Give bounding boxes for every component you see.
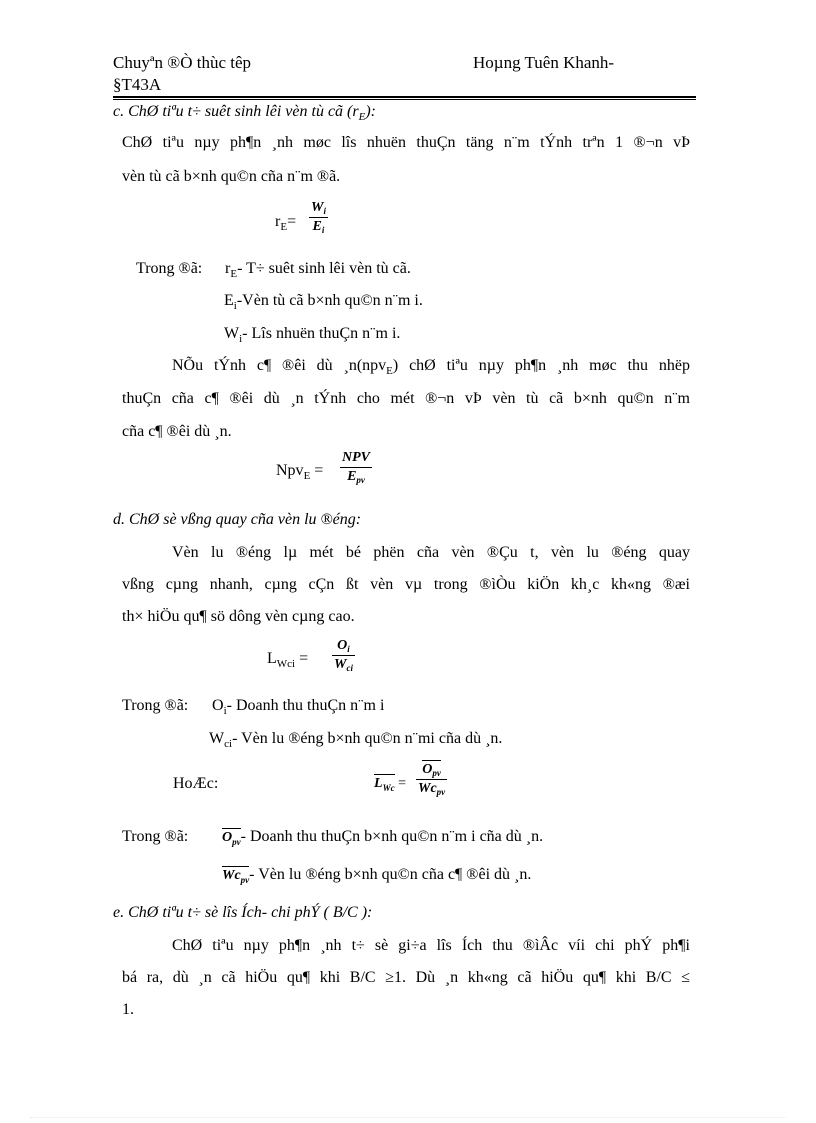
section-c-heading: c. ChØ tiªu t÷ suêt sinh lêi vèn tù cã $(r_E)$: bbox=[113, 103, 376, 123]
section-d-def2: $W_{ci}-$ Vèn lu ®éng b×nh qu©n n¨mi cña dù ¸n. bbox=[209, 730, 503, 750]
section-d-def1: $O_i-$ Doanh thu thuÇn n¨m i bbox=[212, 697, 385, 717]
section-c-def1: $r_E-$ T÷ suêt sinh lêi vèn tù cã. bbox=[225, 260, 411, 280]
formula-lwc-fraction: $O_{pv}$ $Wc_{pv}$ bbox=[418, 762, 446, 797]
section-e-p1-line3: 1. bbox=[122, 1001, 134, 1018]
formula-npv-lhs: Npv$_E$ = bbox=[276, 462, 324, 482]
section-d-p1-line3: th× hiÖu qu¶ sö dông vèn cµng cao. bbox=[122, 608, 355, 625]
formula-lwc-lhs: $L_{Wc}$ = bbox=[374, 776, 406, 793]
page-bottom-edge bbox=[30, 1117, 786, 1118]
section-e-heading: e. ChØ tiªu t÷ sè lîs Ích- chi phÝ ( B/C ): bbox=[113, 904, 373, 921]
section-d-p1-line1: Vèn lu ®éng lµ mét bé phën cña vèn ®Çu t, vèn lu ®éng quay bbox=[172, 544, 690, 561]
section-c-def-intro: Trong ®ã: bbox=[136, 260, 203, 277]
formula-npv-fraction: NPV $E_{pv}$ bbox=[342, 450, 370, 485]
section-c-def2: $E_i$-Vèn tù cã b×nh qu©n n¨m i. bbox=[224, 292, 423, 312]
formula-re-fraction: $W_i$ $E_i$ bbox=[311, 200, 326, 235]
section-d-def4: $Wc_{pv}-$ Vèn lu ®éng b×nh qu©n cña c¶ ®êi dù ¸n. bbox=[222, 866, 532, 885]
section-d-def3: $O_{pv}-$ Doanh thu thuÇn b×nh qu©n n¨m i cña dù ¸n. bbox=[222, 828, 544, 847]
header-left-line1: Chuyªn ®Ò thùc têp bbox=[113, 53, 252, 72]
section-c-p2-line3: cña c¶ ®êi dù ¸n. bbox=[122, 423, 232, 440]
section-d-def3-intro: Trong ®ã: bbox=[122, 828, 189, 845]
section-e-p1-line2: bá ra, dù ¸n cã hiÖu qu¶ khi B/C ≥1. Dù ¸n kh«ng cã hiÖu qu¶ khi B/C ≤ bbox=[122, 969, 690, 986]
section-d-hoac: HoÆc: bbox=[173, 775, 219, 792]
section-d-p1-line2: vßng cµng nhanh, cµng cÇn ßt vèn vµ trong ®ìÒu kiÖn kh¸c kh«ng ®æi bbox=[122, 576, 690, 593]
formula-lw-fraction: $O_i$ $W_{ci}$ bbox=[334, 638, 353, 673]
header-rule-thin bbox=[113, 99, 696, 100]
section-c-def3: $W_i-$ Lîs nhuën thuÇn n¨m i. bbox=[224, 325, 401, 345]
section-c-p1-line1: ChØ tiªu nµy ph¶n ¸nh møc lîs nhuën thuÇn täng n¨m tÝnh trªn 1 ®¬n vÞ bbox=[122, 134, 690, 151]
section-d-def-intro: Trong ®ã: bbox=[122, 697, 189, 714]
section-c-p2-line2: thuÇn cña c¶ ®êi dù ¸n tÝnh cho mét ®¬n vÞ vèn tù cã b×nh qu©n n¨m bbox=[122, 390, 690, 407]
section-d-heading: d. ChØ sè vßng quay cña vèn lu ®éng: bbox=[113, 511, 362, 528]
section-c-p2-line1: NÕu tÝnh c¶ ®êi dù ¸n(npv$_E$) chØ tiªu nµy ph¶n ¸nh møc thu nhëp bbox=[172, 357, 690, 377]
section-c-p1-line2: vèn tù cã b×nh qu©n cña n¨m ®ã. bbox=[122, 168, 341, 185]
formula-lw-lhs: $L_{Wci}$ = bbox=[267, 650, 309, 670]
header-left-line2: §T43A bbox=[113, 75, 162, 94]
formula-re-lhs: $r_E=$ bbox=[275, 213, 297, 233]
header-right: Hoµng Tuên Khanh- bbox=[473, 53, 615, 72]
section-e-p1-line1: ChØ tiªu nµy ph¶n ¸nh t÷ sè gi÷a lîs Ích thu ®ìÂc víi chi phÝ ph¶i bbox=[172, 937, 690, 954]
header-rule bbox=[113, 96, 696, 98]
